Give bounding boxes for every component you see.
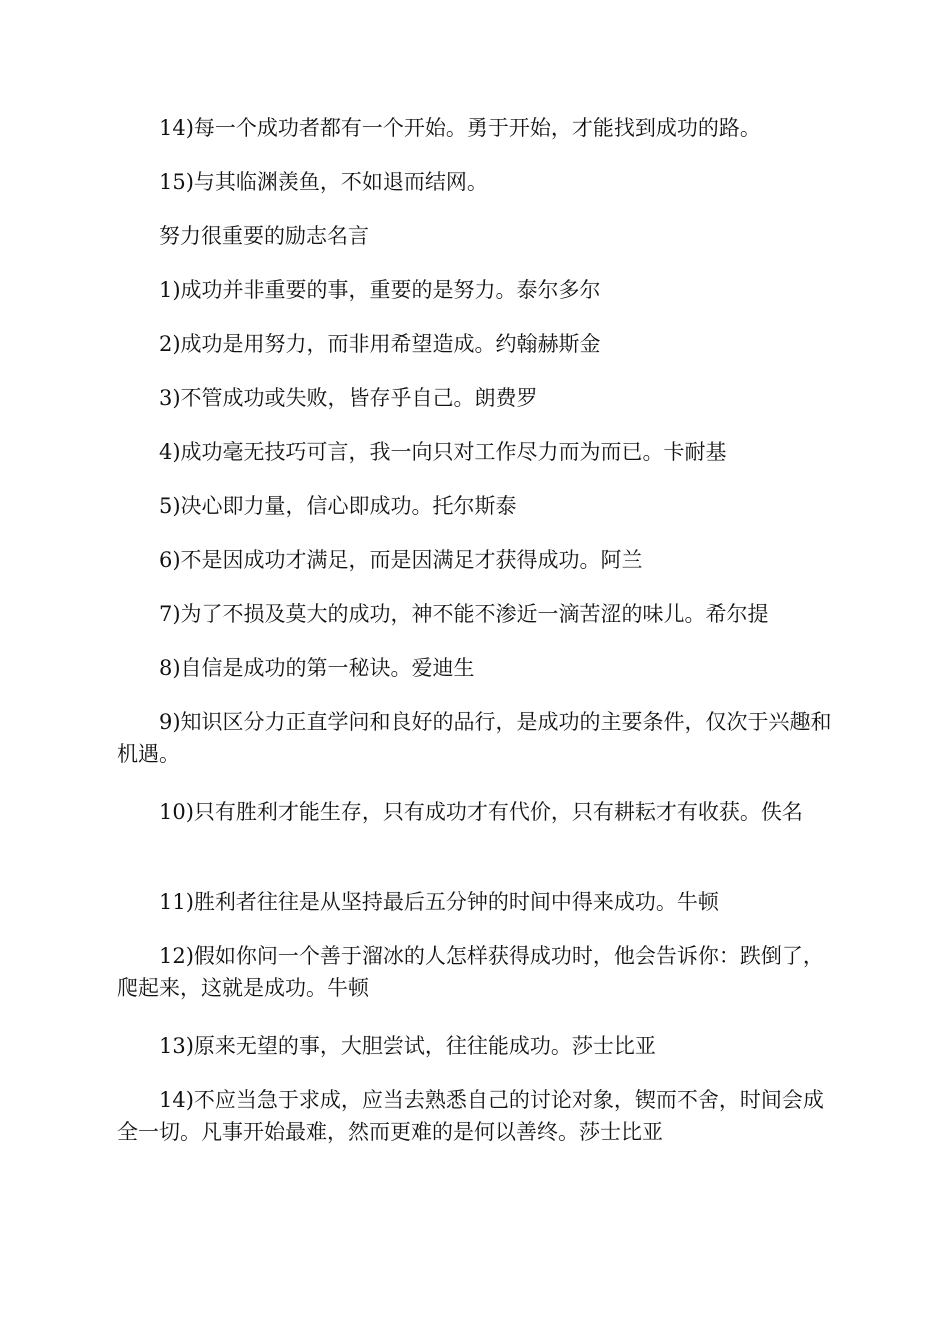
quote-item-13: 13)原来无望的事，大胆尝试，往往能成功。莎士比亚 [159,1034,656,1058]
quote-item-12: 12)假如你问一个善于溜冰的人怎样获得成功时，他会告诉你：跌倒了，爬起来，这就是成功。牛顿 [117,944,824,1000]
paragraph-fishing-net-quote: 15)与其临渊羡鱼，不如退而结网。 [159,170,488,194]
quote-item-11: 11)胜利者往往是从坚持最后五分钟的时间中得来成功。牛顿 [159,890,719,914]
quote-item-10: 10)只有胜利才能生存，只有成功才有代价，只有耕耘才有收获。佚名 [159,800,803,824]
quote-item-4: 4)成功毫无技巧可言，我一向只对工作尽力而为而已。卡耐基 [159,440,727,464]
quote-item-9: 9)知识区分力正直学问和良好的品行，是成功的主要条件，仅次于兴趣和机遇。 [117,710,832,766]
section-heading: 努力很重要的励志名言 [159,224,369,248]
quote-item-2: 2)成功是用努力，而非用希望造成。约翰赫斯金 [159,332,601,356]
quote-item-3: 3)不管成功或失败，皆存乎自己。朗费罗 [159,386,538,410]
quote-item-1: 1)成功并非重要的事，重要的是努力。泰尔多尔 [159,278,601,302]
quote-item-14: 14)不应当急于求成，应当去熟悉自己的讨论对象，锲而不舍，时间会成全一切。凡事开始最难，然而更难的是何以善终。莎士比亚 [117,1088,824,1144]
paragraph-start-quote: 14)每一个成功者都有一个开始。勇于开始，才能找到成功的路。 [159,116,761,140]
quote-item-5: 5)决心即力量，信心即成功。托尔斯泰 [159,494,517,518]
quote-item-8: 8)自信是成功的第一秘诀。爱迪生 [159,656,475,680]
quote-item-7: 7)为了不损及莫大的成功，神不能不渗近一滴苦涩的味儿。希尔提 [159,602,769,626]
quote-item-6: 6)不是因成功才满足，而是因满足才获得成功。阿兰 [159,548,643,572]
